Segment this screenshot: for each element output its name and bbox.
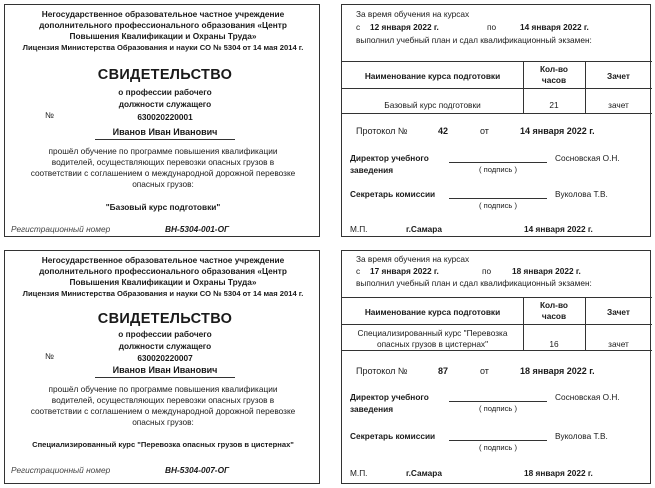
to-label: по	[487, 22, 497, 32]
protocol-from: от	[480, 126, 489, 136]
director-name: Сосновская О.Н.	[555, 392, 620, 402]
org-name-line3: Повышения Квалификации и Охраны Труда»	[69, 31, 257, 41]
profession-label: о профессии рабочего	[118, 329, 212, 339]
holder-name: Иванов Иван Иванович	[112, 365, 218, 375]
license-text: Лицензия Министерства Образования и науки СО № 5304 от 14 мая 2014 г.	[22, 289, 304, 298]
org-name-line2: дополнительного профессионального образования «Центр	[39, 266, 287, 276]
protocol-label: Протокол №	[356, 366, 408, 376]
org-name-line1: Негосударственное образовательное частное учреждение	[41, 255, 285, 265]
from-date: 12 января 2022 г.	[370, 22, 439, 32]
to-label: по	[482, 266, 492, 276]
number-label: №	[45, 351, 54, 361]
issue-city: г.Самара	[406, 224, 442, 234]
from-date: 17 января 2022 г.	[370, 266, 439, 276]
registration-label: Регистрационный номер	[11, 224, 111, 234]
secretary-signature-hint: ( подпись )	[479, 201, 517, 210]
director-signature-line	[449, 162, 547, 163]
number-label: №	[45, 110, 54, 120]
result-cell: зачет	[608, 339, 629, 349]
director-label-2: заведения	[350, 404, 394, 414]
director-label-1: Директор учебного	[350, 153, 429, 163]
director-signature-hint: ( подпись )	[479, 165, 517, 174]
result-cell: зачет	[608, 100, 629, 110]
column-course-header: Наименование курса подготовки	[364, 307, 501, 317]
hours-cell: 21	[549, 100, 559, 110]
holder-name-underline	[95, 139, 235, 140]
license-text: Лицензия Министерства Образования и науки СО № 5304 от 14 мая 2014 г.	[22, 43, 304, 52]
issue-date: 18 января 2022 г.	[524, 468, 593, 478]
issue-date: 14 января 2022 г.	[524, 224, 593, 234]
protocol-label: Протокол №	[356, 126, 408, 136]
hours-cell: 16	[549, 339, 559, 349]
table-bottom-border	[342, 350, 652, 351]
secretary-name: Вуколова Т.В.	[555, 189, 608, 199]
secretary-signature-line	[449, 440, 547, 441]
table-top-border	[342, 61, 652, 62]
protocol-date: 18 января 2022 г.	[520, 366, 595, 376]
body-text-3: соответствии с соглашением о международной дорожной перевозке	[30, 168, 296, 178]
column-hours-header-2: часов	[541, 75, 567, 85]
course-cell-line2: опасных грузов в цистернах"	[376, 339, 489, 349]
completed-text: выполнил учебный план и сдал квалификационный экзамен:	[356, 35, 592, 45]
column-course-header: Наименование курса подготовки	[364, 71, 501, 81]
secretary-signature-line	[449, 198, 547, 199]
column-hours-header-2: часов	[541, 311, 567, 321]
registration-number: ВН-5304-001-ОГ	[165, 224, 230, 234]
stamp-place: М.П.	[350, 224, 368, 234]
body-text-4: опасных грузов:	[132, 179, 194, 189]
certificate-front-1	[4, 4, 320, 237]
column-hours-header-1: Кол-во	[539, 64, 569, 74]
director-signature-hint: ( подпись )	[479, 404, 517, 413]
course-name: "Базовый курс подготовки"	[105, 202, 221, 212]
registration-number: ВН-5304-007-ОГ	[165, 465, 230, 475]
holder-name: Иванов Иван Иванович	[112, 127, 218, 137]
secretary-label: Секретарь комиссии	[350, 431, 436, 441]
holder-name-underline	[95, 377, 235, 378]
column-hours-header-1: Кол-во	[539, 300, 569, 310]
issue-city: г.Самара	[406, 468, 442, 478]
certificate-back-1	[341, 4, 651, 237]
protocol-date: 14 января 2022 г.	[520, 126, 595, 136]
director-label-2: заведения	[350, 165, 394, 175]
table-header-border	[342, 88, 652, 89]
completed-text: выполнил учебный план и сдал квалификационный экзамен:	[356, 278, 592, 288]
profession-label: о профессии рабочего	[118, 87, 212, 97]
certificate-title: СВИДЕТЕЛЬСТВО	[97, 311, 233, 327]
protocol-from: от	[480, 366, 489, 376]
period-label: За время обучения на курсах	[356, 9, 470, 19]
secretary-label: Секретарь комиссии	[350, 189, 436, 199]
body-text-1: прошёл обучение по программе повышения квалификации	[48, 146, 278, 156]
director-name: Сосновская О.Н.	[555, 153, 620, 163]
body-text-3: соответствии с соглашением о международной дорожной перевозке	[30, 406, 296, 416]
column-result-header: Зачет	[607, 71, 630, 81]
secretary-signature-hint: ( подпись )	[479, 443, 517, 452]
from-label: с	[356, 22, 361, 32]
certificate-front-2	[4, 250, 320, 484]
body-text-2: водителей, осуществляющих перевозки опасных грузов в	[51, 157, 275, 167]
secretary-name: Вуколова Т.В.	[555, 431, 608, 441]
director-signature-line	[449, 401, 547, 402]
table-header-border	[342, 324, 652, 325]
stamp-place: М.П.	[350, 468, 368, 478]
to-date: 18 января 2022 г.	[512, 266, 581, 276]
org-name-line2: дополнительного профессионального образования «Центр	[39, 20, 287, 30]
to-date: 14 января 2022 г.	[520, 22, 589, 32]
org-name-line3: Повышения Квалификации и Охраны Труда»	[69, 277, 257, 287]
certificate-back-2	[341, 250, 651, 484]
position-label: должности служащего	[118, 341, 212, 351]
table-top-border	[342, 297, 652, 298]
position-label: должности служащего	[118, 99, 212, 109]
director-label-1: Директор учебного	[350, 392, 429, 402]
column-result-header: Зачет	[607, 307, 630, 317]
protocol-number: 87	[438, 366, 449, 376]
body-text-1: прошёл обучение по программе повышения квалификации	[48, 384, 278, 394]
from-label: с	[356, 266, 361, 276]
registration-label: Регистрационный номер	[11, 465, 111, 475]
body-text-4: опасных грузов:	[132, 417, 194, 427]
course-cell-line1: Специализированный курс "Перевозка	[357, 328, 508, 338]
body-text-2: водителей, осуществляющих перевозки опасных грузов в	[51, 395, 275, 405]
course-name: Специализированный курс "Перевозка опасных грузов в цистернах"	[32, 440, 294, 449]
certificate-number: 630020220007	[137, 353, 193, 363]
certificate-number: 630020220001	[137, 112, 193, 122]
protocol-number: 42	[438, 126, 449, 136]
org-name-line1: Негосударственное образовательное частное учреждение	[41, 9, 285, 19]
table-bottom-border	[342, 113, 652, 114]
certificate-title: СВИДЕТЕЛЬСТВО	[97, 67, 233, 83]
course-cell: Базовый курс подготовки	[384, 100, 481, 110]
period-label: За время обучения на курсах	[356, 254, 470, 264]
